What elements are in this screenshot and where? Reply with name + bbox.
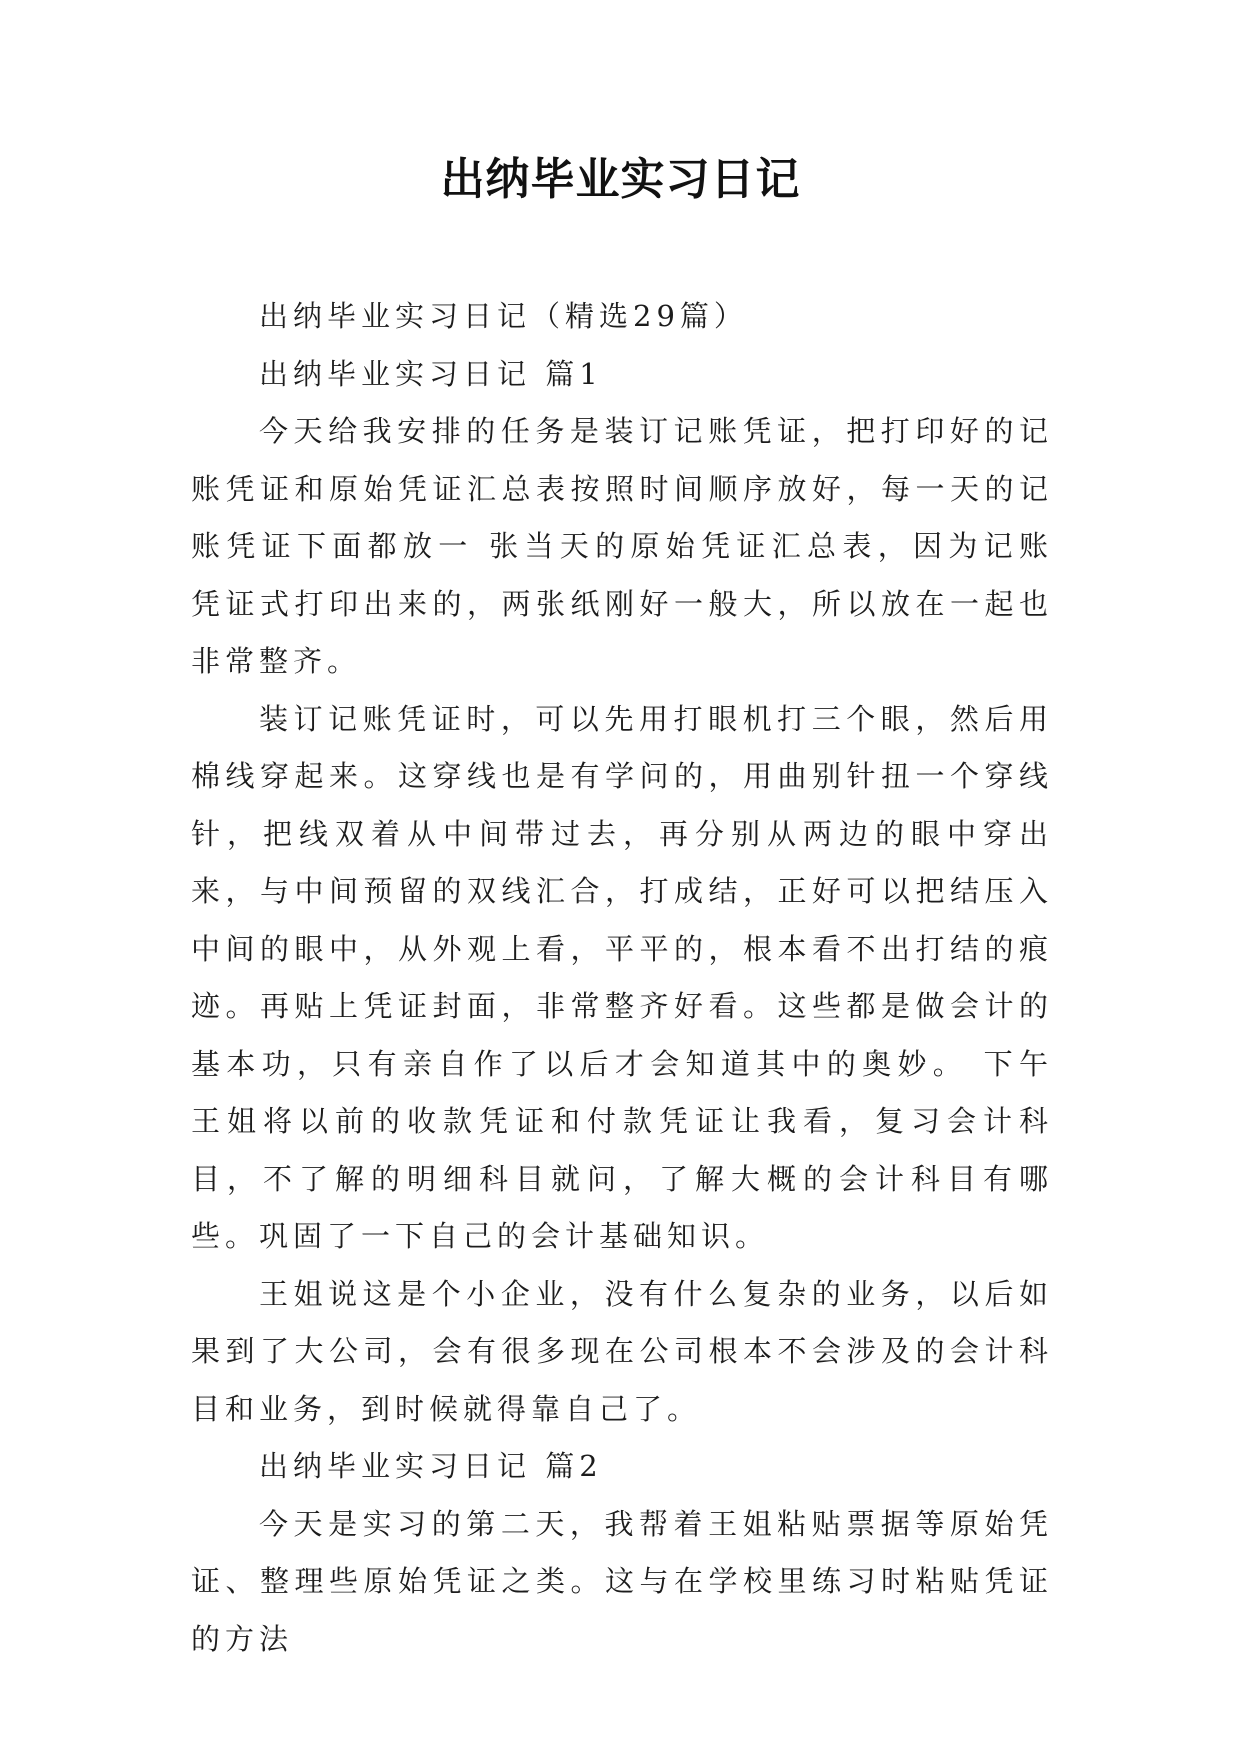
paragraph: 装订记账凭证时，可以先用打眼机打三个眼，然后用棉线穿起来。这穿线也是有学问的，用曲别针扭一个穿线针，把线双着从中间带过去，再分别从两边的眼中穿出来，与中间预留的双线汇合，打成结，正好可以把结压入中间的眼中，从外观上看，平平的，根本看不出打结的痕迹。再贴上凭证封面，非常整齐好看。这些都是做会计的基本功，只有亲自作了以后才会知道其中的奥妙。 下午王姐将以前的收款凭证和付款凭证让我看，复习会计科目，不了解的明细科目就问，了解大概的会计科目有哪些。巩固了一下自己的会计基础知识。 [191, 701, 1053, 1253]
collection-heading: 出纳毕业实习日记（精选29篇） [259, 299, 748, 333]
paragraph: 今天给我安排的任务是装订记账凭证，把打印好的记账凭证和原始凭证汇总表按照时间顺序放好，每一天的记账凭证下面都放一 张当天的原始凭证汇总表，因为记账凭证式打印出来的，两张纸刚好一般大，所以放在一起也非常整齐。 [191, 414, 1053, 678]
section-heading-2: 出纳毕业实习日记 篇2 [259, 1449, 603, 1483]
paragraph: 王姐说这是个小企业，没有什么复杂的业务，以后如果到了大公司，会有很多现在公司根本不会涉及的会计科目和业务，到时候就得靠自己了。 [191, 1276, 1053, 1426]
paragraph: 今天是实习的第二天，我帮着王姐粘贴票据等原始凭证、整理些原始凭证之类。这与在学校里练习时粘贴凭证的方法 [191, 1506, 1053, 1656]
document-title: 出纳毕业实习日记 [440, 154, 801, 205]
document-body [191, 288, 1053, 1668]
section-heading-1: 出纳毕业实习日记 篇1 [259, 356, 603, 391]
